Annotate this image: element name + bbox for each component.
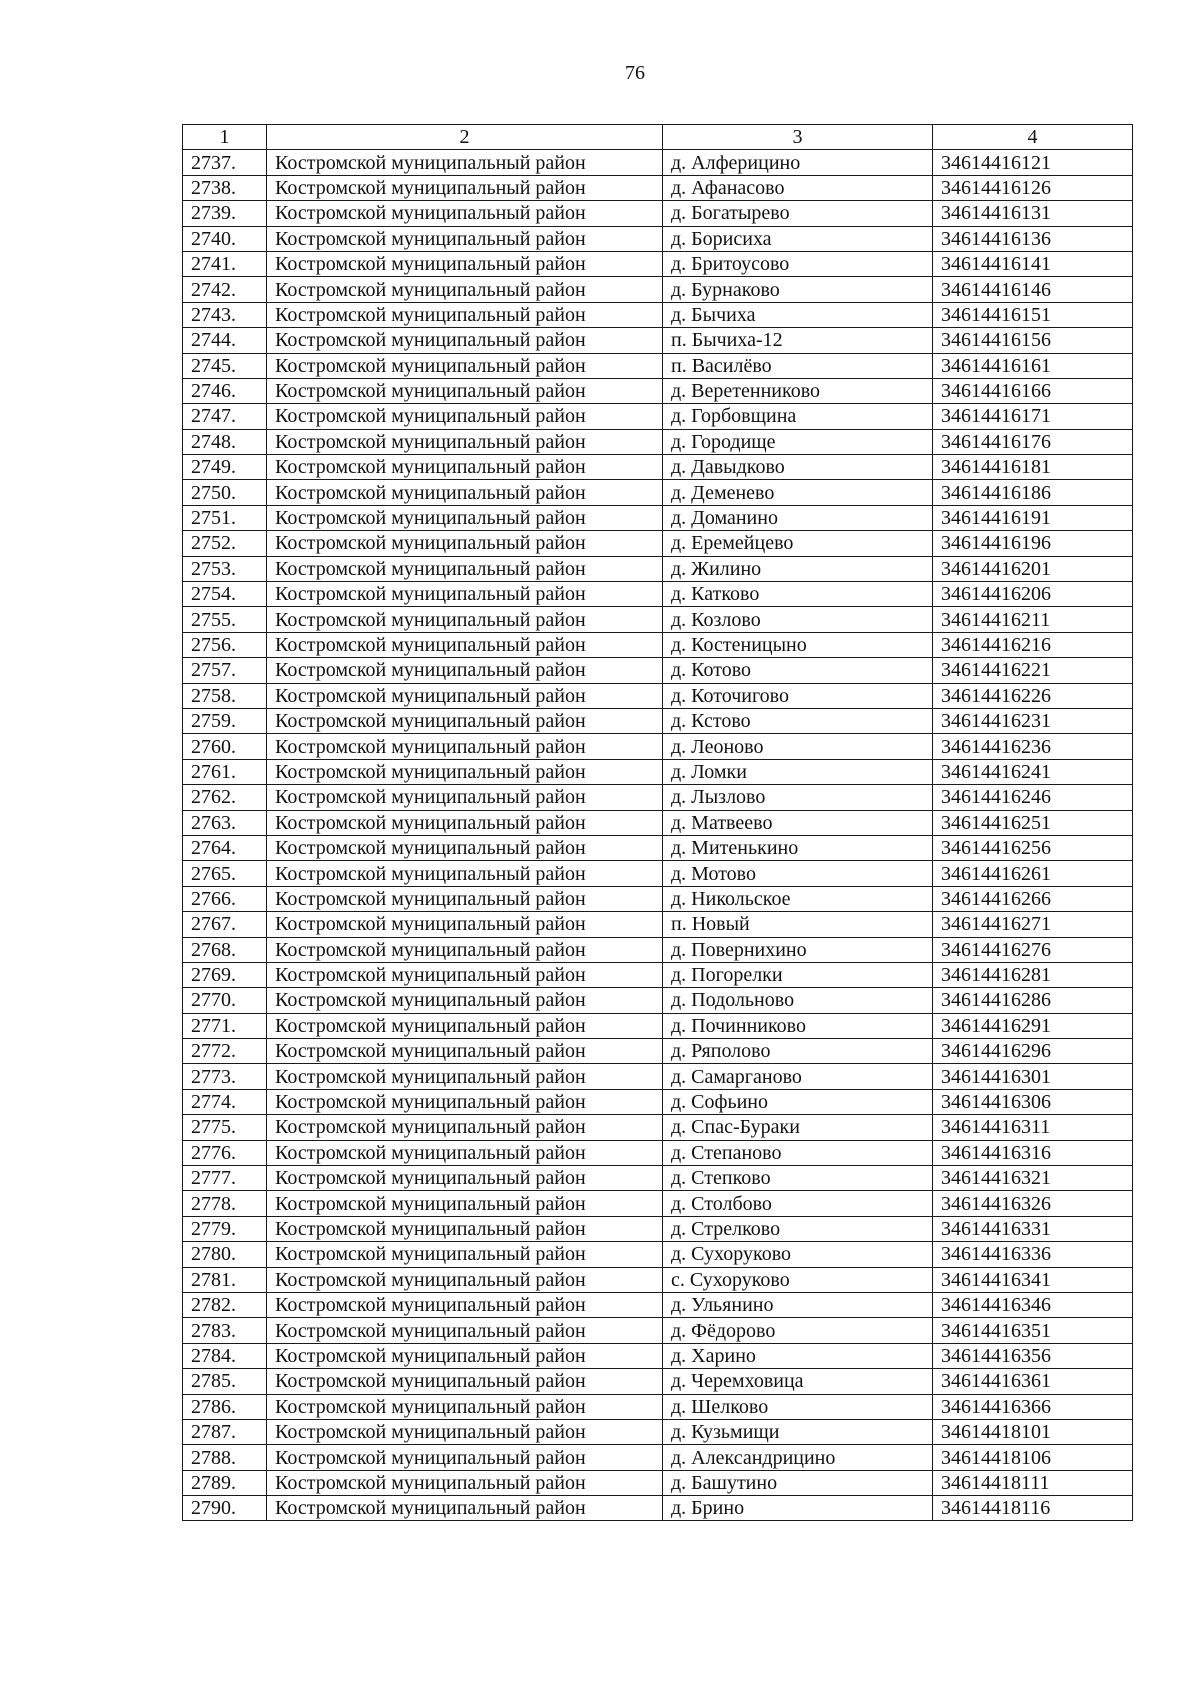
- table-row: [183, 607, 1133, 632]
- row-number-cell: 2790.: [183, 1496, 267, 1521]
- code-cell: 34614416356: [933, 1343, 1133, 1368]
- table-row: [183, 835, 1133, 860]
- district-cell: Костромской муниципальный район: [267, 1115, 663, 1140]
- row-number-cell: 2781.: [183, 1267, 267, 1292]
- table-row: [183, 658, 1133, 683]
- row-number-cell: 2765.: [183, 861, 267, 886]
- code-cell: 34614416301: [933, 1064, 1133, 1089]
- code-cell: 34614416296: [933, 1039, 1133, 1064]
- district-cell: Костромской муниципальный район: [267, 810, 663, 835]
- settlement-cell: д. Веретенниково: [663, 378, 933, 403]
- table-row: [183, 277, 1133, 302]
- row-number-cell: 2771.: [183, 1013, 267, 1038]
- settlement-cell: п. Новый: [663, 912, 933, 937]
- district-cell: Костромской муниципальный район: [267, 683, 663, 708]
- table-row: [183, 810, 1133, 835]
- row-number-cell: 2737.: [183, 150, 267, 175]
- row-number-cell: 2789.: [183, 1470, 267, 1495]
- settlement-cell: д. Ряполово: [663, 1039, 933, 1064]
- code-cell: 34614416331: [933, 1216, 1133, 1241]
- page-number: 76: [625, 62, 645, 84]
- table-row: [183, 1242, 1133, 1267]
- row-number-cell: 2761.: [183, 759, 267, 784]
- row-number-cell: 2769.: [183, 962, 267, 987]
- row-number-cell: 2773.: [183, 1064, 267, 1089]
- code-cell: 34614416311: [933, 1115, 1133, 1140]
- code-cell: 34614416326: [933, 1191, 1133, 1216]
- settlement-cell: д. Подольново: [663, 988, 933, 1013]
- settlement-cell: д. Ломки: [663, 759, 933, 784]
- row-number-cell: 2747.: [183, 404, 267, 429]
- code-cell: 34614416261: [933, 861, 1133, 886]
- district-cell: Костромской муниципальный район: [267, 455, 663, 480]
- settlement-cell: д. Давыдково: [663, 455, 933, 480]
- settlement-cell: д. Городище: [663, 429, 933, 454]
- table-row: [183, 1064, 1133, 1089]
- district-cell: Костромской муниципальный район: [267, 302, 663, 327]
- table-row: [183, 785, 1133, 810]
- district-cell: Костромской муниципальный район: [267, 1039, 663, 1064]
- row-number-cell: 2775.: [183, 1115, 267, 1140]
- row-number-cell: 2784.: [183, 1343, 267, 1368]
- code-cell: 34614416181: [933, 455, 1133, 480]
- district-cell: Костромской муниципальный район: [267, 201, 663, 226]
- settlement-cell: д. Деменево: [663, 480, 933, 505]
- settlement-cell: д. Борисиха: [663, 226, 933, 251]
- district-cell: Костромской муниципальный район: [267, 1343, 663, 1368]
- settlement-cell: д. Доманино: [663, 505, 933, 530]
- settlement-cell: д. Харино: [663, 1343, 933, 1368]
- table-row: [183, 683, 1133, 708]
- settlement-cell: д. Котово: [663, 658, 933, 683]
- row-number-cell: 2755.: [183, 607, 267, 632]
- settlement-cell: п. Василёво: [663, 353, 933, 378]
- table-row: [183, 759, 1133, 784]
- row-number-cell: 2764.: [183, 835, 267, 860]
- table-row: [183, 556, 1133, 581]
- settlement-cell: д. Никольское: [663, 886, 933, 911]
- code-cell: 34614416141: [933, 251, 1133, 276]
- table-row: [183, 1039, 1133, 1064]
- table-row: [183, 531, 1133, 556]
- district-cell: Костромской муниципальный район: [267, 1394, 663, 1419]
- code-cell: 34614416156: [933, 328, 1133, 353]
- table-row: [183, 1216, 1133, 1241]
- row-number-cell: 2742.: [183, 277, 267, 302]
- table-row: [183, 861, 1133, 886]
- row-number-cell: 2753.: [183, 556, 267, 581]
- column-header-1: 1: [183, 125, 267, 150]
- table-row: [183, 582, 1133, 607]
- table-row: [183, 1089, 1133, 1114]
- table-row: [183, 1292, 1133, 1317]
- row-number-cell: 2746.: [183, 378, 267, 403]
- row-number-cell: 2743.: [183, 302, 267, 327]
- district-cell: Костромской муниципальный район: [267, 556, 663, 581]
- row-number-cell: 2749.: [183, 455, 267, 480]
- registry-table: [182, 124, 1133, 1521]
- district-cell: Костромской муниципальный район: [267, 1140, 663, 1165]
- district-cell: Костромской муниципальный район: [267, 505, 663, 530]
- row-number-cell: 2778.: [183, 1191, 267, 1216]
- table-row: [183, 1343, 1133, 1368]
- settlement-cell: д. Мотово: [663, 861, 933, 886]
- code-cell: 34614416161: [933, 353, 1133, 378]
- code-cell: 34614416126: [933, 175, 1133, 200]
- row-number-cell: 2745.: [183, 353, 267, 378]
- table-row: [183, 1267, 1133, 1292]
- table-row: [183, 1140, 1133, 1165]
- table-row: [183, 1445, 1133, 1470]
- code-cell: 34614416211: [933, 607, 1133, 632]
- settlement-cell: д. Костеницыно: [663, 632, 933, 657]
- column-header-2: 2: [267, 125, 663, 150]
- code-cell: 34614416266: [933, 886, 1133, 911]
- district-cell: Костромской муниципальный район: [267, 277, 663, 302]
- column-header-3: 3: [663, 125, 933, 150]
- district-cell: Костромской муниципальный район: [267, 861, 663, 886]
- code-cell: 34614416151: [933, 302, 1133, 327]
- row-number-cell: 2772.: [183, 1039, 267, 1064]
- row-number-cell: 2776.: [183, 1140, 267, 1165]
- settlement-cell: д. Погорелки: [663, 962, 933, 987]
- table-row: [183, 1419, 1133, 1444]
- code-cell: 34614416146: [933, 277, 1133, 302]
- district-cell: Костромской муниципальный район: [267, 353, 663, 378]
- row-number-cell: 2751.: [183, 505, 267, 530]
- settlement-cell: д. Сухоруково: [663, 1242, 933, 1267]
- row-number-cell: 2738.: [183, 175, 267, 200]
- district-cell: Костромской муниципальный район: [267, 1064, 663, 1089]
- district-cell: Костромской муниципальный район: [267, 480, 663, 505]
- settlement-cell: д. Бурнаково: [663, 277, 933, 302]
- settlement-cell: д. Софьино: [663, 1089, 933, 1114]
- code-cell: 34614416351: [933, 1318, 1133, 1343]
- settlement-cell: д. Кузьмищи: [663, 1419, 933, 1444]
- district-cell: Костромской муниципальный район: [267, 708, 663, 733]
- row-number-cell: 2787.: [183, 1419, 267, 1444]
- code-cell: 34614418101: [933, 1419, 1133, 1444]
- code-cell: 34614416191: [933, 505, 1133, 530]
- district-cell: Костромской муниципальный район: [267, 886, 663, 911]
- code-cell: 34614416176: [933, 429, 1133, 454]
- table-row: [183, 886, 1133, 911]
- settlement-cell: с. Сухоруково: [663, 1267, 933, 1292]
- row-number-cell: 2759.: [183, 708, 267, 733]
- table-row: [183, 1394, 1133, 1419]
- settlement-cell: д. Степаново: [663, 1140, 933, 1165]
- table-row: [183, 962, 1133, 987]
- row-number-cell: 2786.: [183, 1394, 267, 1419]
- district-cell: Костромской муниципальный район: [267, 988, 663, 1013]
- code-cell: 34614416346: [933, 1292, 1133, 1317]
- table-row: [183, 1191, 1133, 1216]
- row-number-cell: 2740.: [183, 226, 267, 251]
- table-row: [183, 175, 1133, 200]
- table-row: [183, 480, 1133, 505]
- table-row: [183, 353, 1133, 378]
- table-row: [183, 1496, 1133, 1521]
- settlement-cell: д. Лызлово: [663, 785, 933, 810]
- code-cell: 34614416251: [933, 810, 1133, 835]
- table-row: [183, 1369, 1133, 1394]
- settlement-cell: д. Спас-Бураки: [663, 1115, 933, 1140]
- table-row: [183, 201, 1133, 226]
- district-cell: Костромской муниципальный район: [267, 1419, 663, 1444]
- table-header: [183, 125, 1133, 150]
- district-cell: Костромской муниципальный район: [267, 912, 663, 937]
- column-header-4: 4: [933, 125, 1133, 150]
- settlement-cell: д. Леоново: [663, 734, 933, 759]
- district-cell: Костромской муниципальный район: [267, 251, 663, 276]
- settlement-cell: д. Матвеево: [663, 810, 933, 835]
- settlement-cell: д. Шелково: [663, 1394, 933, 1419]
- district-cell: Костромской муниципальный район: [267, 1470, 663, 1495]
- code-cell: 34614416246: [933, 785, 1133, 810]
- table-row: [183, 378, 1133, 403]
- settlement-cell: д. Александрицино: [663, 1445, 933, 1470]
- district-cell: Костромской муниципальный район: [267, 962, 663, 987]
- row-number-cell: 2754.: [183, 582, 267, 607]
- row-number-cell: 2767.: [183, 912, 267, 937]
- row-number-cell: 2766.: [183, 886, 267, 911]
- row-number-cell: 2783.: [183, 1318, 267, 1343]
- settlement-cell: д. Коточигово: [663, 683, 933, 708]
- district-cell: Костромской муниципальный район: [267, 1445, 663, 1470]
- settlement-cell: д. Фёдорово: [663, 1318, 933, 1343]
- code-cell: 34614418106: [933, 1445, 1133, 1470]
- code-cell: 34614416216: [933, 632, 1133, 657]
- district-cell: Костромской муниципальный район: [267, 734, 663, 759]
- row-number-cell: 2770.: [183, 988, 267, 1013]
- district-cell: Костромской муниципальный район: [267, 175, 663, 200]
- code-cell: 34614416306: [933, 1089, 1133, 1114]
- settlement-cell: п. Бычиха-12: [663, 328, 933, 353]
- district-cell: Костромской муниципальный район: [267, 404, 663, 429]
- settlement-cell: д. Алферицино: [663, 150, 933, 175]
- row-number-cell: 2741.: [183, 251, 267, 276]
- code-cell: 34614416316: [933, 1140, 1133, 1165]
- district-cell: Костромской муниципальный район: [267, 1013, 663, 1038]
- table-row: [183, 226, 1133, 251]
- settlement-cell: д. Жилино: [663, 556, 933, 581]
- code-cell: 34614416321: [933, 1166, 1133, 1191]
- district-cell: Костромской муниципальный район: [267, 1089, 663, 1114]
- district-cell: Костромской муниципальный район: [267, 429, 663, 454]
- table-row: [183, 1470, 1133, 1495]
- row-number-cell: 2780.: [183, 1242, 267, 1267]
- table-row: [183, 328, 1133, 353]
- table-row: [183, 251, 1133, 276]
- code-cell: 34614416291: [933, 1013, 1133, 1038]
- district-cell: Костромской муниципальный район: [267, 632, 663, 657]
- row-number-cell: 2779.: [183, 1216, 267, 1241]
- table-row: [183, 912, 1133, 937]
- code-cell: 34614416231: [933, 708, 1133, 733]
- row-number-cell: 2762.: [183, 785, 267, 810]
- row-number-cell: 2744.: [183, 328, 267, 353]
- district-cell: Костромской муниципальный район: [267, 759, 663, 784]
- code-cell: 34614416206: [933, 582, 1133, 607]
- settlement-cell: д. Козлово: [663, 607, 933, 632]
- code-cell: 34614416336: [933, 1242, 1133, 1267]
- district-cell: Костромской муниципальный район: [267, 1166, 663, 1191]
- settlement-cell: д. Катково: [663, 582, 933, 607]
- code-cell: 34614416241: [933, 759, 1133, 784]
- settlement-cell: д. Башутино: [663, 1470, 933, 1495]
- settlement-cell: д. Самарганово: [663, 1064, 933, 1089]
- table-row: [183, 988, 1133, 1013]
- table-row: [183, 505, 1133, 530]
- table-body: [183, 150, 1133, 1521]
- code-cell: 34614416236: [933, 734, 1133, 759]
- table-row: [183, 1318, 1133, 1343]
- settlement-cell: д. Черемховица: [663, 1369, 933, 1394]
- settlement-cell: д. Еремейцево: [663, 531, 933, 556]
- row-number-cell: 2768.: [183, 937, 267, 962]
- district-cell: Костромской муниципальный район: [267, 785, 663, 810]
- settlement-cell: д. Бычиха: [663, 302, 933, 327]
- district-cell: Костромской муниципальный район: [267, 226, 663, 251]
- row-number-cell: 2777.: [183, 1166, 267, 1191]
- code-cell: 34614416186: [933, 480, 1133, 505]
- row-number-cell: 2748.: [183, 429, 267, 454]
- district-cell: Костромской муниципальный район: [267, 1318, 663, 1343]
- settlement-cell: д. Кстово: [663, 708, 933, 733]
- district-cell: Костромской муниципальный район: [267, 1191, 663, 1216]
- district-cell: Костромской муниципальный район: [267, 150, 663, 175]
- district-cell: Костромской муниципальный район: [267, 582, 663, 607]
- district-cell: Костромской муниципальный район: [267, 378, 663, 403]
- code-cell: 34614416256: [933, 835, 1133, 860]
- row-number-cell: 2763.: [183, 810, 267, 835]
- table-row: [183, 429, 1133, 454]
- table-row: [183, 708, 1133, 733]
- code-cell: 34614416361: [933, 1369, 1133, 1394]
- header-row: [183, 125, 1133, 150]
- settlement-cell: д. Горбовщина: [663, 404, 933, 429]
- code-cell: 34614416226: [933, 683, 1133, 708]
- district-cell: Костромской муниципальный район: [267, 1496, 663, 1521]
- table-row: [183, 1166, 1133, 1191]
- settlement-cell: д. Брино: [663, 1496, 933, 1521]
- code-cell: 34614416196: [933, 531, 1133, 556]
- table-row: [183, 937, 1133, 962]
- table-row: [183, 150, 1133, 175]
- district-cell: Костромской муниципальный район: [267, 1242, 663, 1267]
- code-cell: 34614416201: [933, 556, 1133, 581]
- row-number-cell: 2757.: [183, 658, 267, 683]
- settlement-cell: д. Бритоусово: [663, 251, 933, 276]
- code-cell: 34614416276: [933, 937, 1133, 962]
- code-cell: 34614416271: [933, 912, 1133, 937]
- district-cell: Костромской муниципальный район: [267, 1369, 663, 1394]
- settlement-cell: д. Богатырево: [663, 201, 933, 226]
- row-number-cell: 2785.: [183, 1369, 267, 1394]
- district-cell: Костромской муниципальный район: [267, 328, 663, 353]
- settlement-cell: д. Афанасово: [663, 175, 933, 200]
- row-number-cell: 2758.: [183, 683, 267, 708]
- table-row: [183, 1115, 1133, 1140]
- row-number-cell: 2739.: [183, 201, 267, 226]
- district-cell: Костромской муниципальный район: [267, 1292, 663, 1317]
- settlement-cell: д. Степково: [663, 1166, 933, 1191]
- code-cell: 34614416131: [933, 201, 1133, 226]
- row-number-cell: 2774.: [183, 1089, 267, 1114]
- row-number-cell: 2756.: [183, 632, 267, 657]
- code-cell: 34614418116: [933, 1496, 1133, 1521]
- settlement-cell: д. Ульянино: [663, 1292, 933, 1317]
- table-row: [183, 404, 1133, 429]
- table-row: [183, 455, 1133, 480]
- table-row: [183, 632, 1133, 657]
- table-row: [183, 734, 1133, 759]
- district-cell: Костромской муниципальный район: [267, 658, 663, 683]
- district-cell: Костромской муниципальный район: [267, 835, 663, 860]
- code-cell: 34614416341: [933, 1267, 1133, 1292]
- row-number-cell: 2788.: [183, 1445, 267, 1470]
- district-cell: Костромской муниципальный район: [267, 1216, 663, 1241]
- district-cell: Костромской муниципальный район: [267, 531, 663, 556]
- code-cell: 34614418111: [933, 1470, 1133, 1495]
- code-cell: 34614416286: [933, 988, 1133, 1013]
- table-row: [183, 1013, 1133, 1038]
- row-number-cell: 2782.: [183, 1292, 267, 1317]
- district-cell: Костромской муниципальный район: [267, 1267, 663, 1292]
- code-cell: 34614416166: [933, 378, 1133, 403]
- settlement-cell: д. Повернихино: [663, 937, 933, 962]
- settlement-cell: д. Стрелково: [663, 1216, 933, 1241]
- row-number-cell: 2760.: [183, 734, 267, 759]
- code-cell: 34614416136: [933, 226, 1133, 251]
- code-cell: 34614416171: [933, 404, 1133, 429]
- settlement-cell: д. Митенькино: [663, 835, 933, 860]
- code-cell: 34614416366: [933, 1394, 1133, 1419]
- row-number-cell: 2752.: [183, 531, 267, 556]
- code-cell: 34614416121: [933, 150, 1133, 175]
- settlement-cell: д. Починниково: [663, 1013, 933, 1038]
- district-cell: Костромской муниципальный район: [267, 937, 663, 962]
- district-cell: Костромской муниципальный район: [267, 607, 663, 632]
- settlement-cell: д. Столбово: [663, 1191, 933, 1216]
- table-row: [183, 302, 1133, 327]
- code-cell: 34614416281: [933, 962, 1133, 987]
- code-cell: 34614416221: [933, 658, 1133, 683]
- row-number-cell: 2750.: [183, 480, 267, 505]
